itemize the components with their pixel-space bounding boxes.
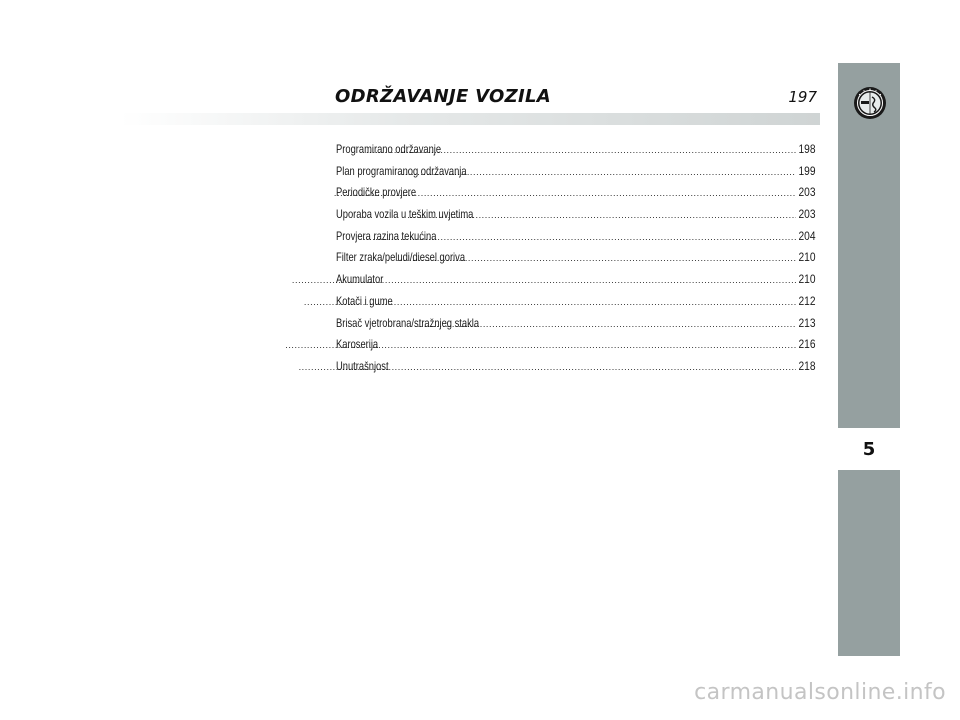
toc-item-page: 216: [798, 337, 816, 352]
toc-item-label: Programirano održavanje: [336, 142, 442, 156]
toc-item-page: 218: [798, 358, 816, 373]
toc-item[interactable]: [336, 250, 817, 272]
toc-item-page: 204: [798, 228, 816, 243]
toc-item[interactable]: [336, 337, 817, 359]
toc-item[interactable]: [336, 207, 817, 229]
toc-item[interactable]: [336, 185, 817, 207]
alfa-romeo-logo-icon: [853, 86, 887, 120]
toc-item-label: Uporaba vozila u teškim uvjetima: [336, 207, 474, 222]
toc-item-page: 203: [798, 185, 816, 200]
toc-item[interactable]: [336, 294, 817, 316]
toc-item-page: 203: [798, 207, 816, 222]
watermark: carmanualsonline.info: [694, 680, 946, 705]
toc-item[interactable]: [336, 229, 817, 251]
toc-item-page: 212: [798, 293, 816, 308]
toc-item-page: 213: [798, 315, 816, 330]
toc-item[interactable]: [336, 142, 817, 164]
toc-item[interactable]: [336, 272, 817, 294]
toc-item-label: Plan programiranog održavanja: [336, 163, 467, 178]
toc-item-label: Akumulator: [336, 272, 384, 287]
header-rule: [120, 113, 820, 125]
chapter-number: 5: [862, 438, 876, 460]
toc-item-label: Karoserija: [336, 337, 379, 352]
toc-item-page: 198: [798, 142, 816, 156]
toc-item-label: Unutrašnjost: [336, 358, 389, 373]
toc-item-page: 199: [798, 163, 816, 178]
side-tab-bottom: [838, 470, 900, 656]
page-number: 197: [788, 88, 817, 106]
toc-item[interactable]: [336, 316, 817, 338]
toc-item[interactable]: [336, 359, 817, 381]
toc-item-label: Brisač vjetrobrana/stražnjeg stakla: [336, 315, 480, 330]
toc-item-label: Provjera razina tekućina: [336, 228, 437, 243]
table-of-contents: [336, 142, 817, 381]
toc-item-label: Periodičke provjere: [336, 185, 417, 200]
toc-item-label: Kotači i gume: [336, 293, 393, 308]
toc-item[interactable]: [336, 164, 817, 186]
toc-item-page: 210: [798, 250, 816, 265]
toc-item-label: Filter zraka/peludi/diesel goriva: [336, 250, 466, 265]
page-title: ODRŽAVANJE VOZILA: [335, 86, 551, 107]
toc-item-page: 210: [798, 272, 816, 287]
